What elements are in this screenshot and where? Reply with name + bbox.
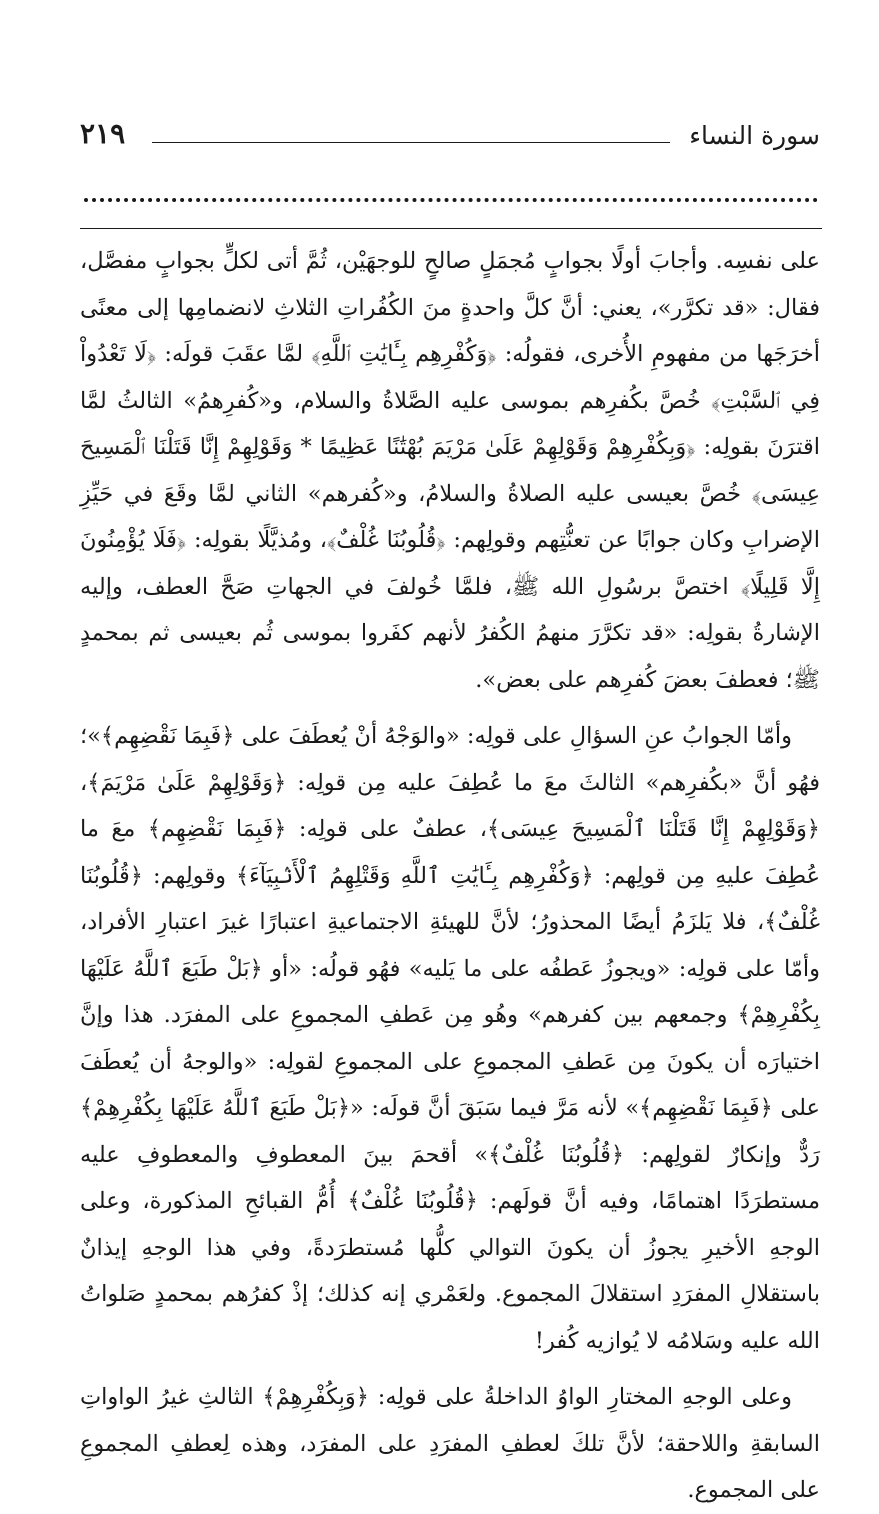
paragraph: وعلى الوجهِ المختارِ الواوُ الداخلةُ على قولِه: ﴿وَبِكُفْرِهِمْ﴾ الثالثِ غيرُ الواواتِ السابقةِ واللاحقة؛ لأنَّ تلكَ لعطفِ المفرَدِ على المفرَد، وهذه لِعطفِ المجموعِ على المجموع. [80, 1384, 820, 1503]
page-body [80, 238, 820, 1514]
page-header [80, 118, 820, 158]
dotted-separator [84, 198, 818, 202]
header-rule [152, 142, 670, 143]
paragraph: وأمّا الجوابُ عنِ السؤالِ على قولِه: «والوَجْهُ أنْ يُعطَفَ على ﴿فَبِمَا نَقْضِهِم﴾»؛ فهُو أنَّ «بكُفرِهم» الثالثَ معَ ما عُطِفَ عليه مِن قولِه: ﴿وَقَوْلِهِمْ عَلَىٰ مَرْيَمَ﴾، ﴿وَقَوْلِهِمْ إِنَّا قَتَلْنَا ٱلْمَسِيحَ عِيسَى﴾، عطفٌ على قولِه: ﴿فَبِمَا نَقْضِهِم﴾ معَ ما عُطِفَ عليهِ مِن قولِهم: ﴿وَكُفْرِهِم بِـَٔايَٰتِ ٱللَّهِ وَقَتْلِهِمُ ٱلْأَنۢبِيَآءَ﴾ وقولِهم: ﴿قُلُوبُنَا غُلْفٌ﴾، فلا يَلزَمُ أيضًا المحذورُ؛ لأنَّ للهيئةِ الاجتماعيةِ اعتبارًا غيرَ اعتبارِ الأفراد، وأمّا على قولِه: «ويجوزُ عَطفُه على ما يَليه» فهُو قولُه: «أو ﴿بَلْ طَبَعَ ٱللَّهُ عَلَيْهَا بِكُفْرِهِمْ﴾ وجمعهم بين كفرهم» وهُو مِن عَطفِ المجموعِ على المفرَد. هذا وإنَّ اختيارَه أن يكونَ مِن عَطفِ المجموعِ على المجموعِ لقولِه: «والوجهُ أن يُعطَفَ على ﴿فَبِمَا نَقْضِهِم﴾» لأنه مَرَّ فيما سَبَقَ أنَّ قولَه: «﴿بَلْ طَبَعَ ٱللَّهُ عَلَيْهَا بِكُفْرِهِمْ﴾ رَدٌّ وإنكارٌ لقولِهم: ﴿قُلُوبُنَا غُلْفٌ﴾» أقحمَ بينَ المعطوفِ والمعطوفِ عليه مستطرَدًا اهتمامًا، وفيه أنَّ قولَهم: ﴿قُلُوبُنَا غُلْفٌ﴾ أُمُّ القبائحِ المذكورة، وعلى الوجهِ الأخيرِ يجوزُ أن يكونَ التوالي كلُّها مُستطرَدةً، وفي هذا الوجهِ إيذانٌ باستقلالِ المفرَدِ استقلالَ المجموع. ولعَمْري إنه كذلك؛ إذْ كفرُهم بمحمدٍ صَلواتُ الله عليه وسَلامُه لا يُوازيه كُفر! [80, 723, 820, 1354]
solid-separator [80, 228, 822, 229]
paragraph: على نفسِه. وأجابَ أولًا بجوابٍ مُجمَلٍ صالحٍ للوجهَيْن، ثُمَّ أتى لكلٍّ بجوابٍ مفصَّل، فقال: «قد تكرَّر»، يعني: أنَّ كلَّ واحدةٍ منَ الكُفُراتِ الثلاثِ لانضمامِها إلى معنًى أخرَجَها من مفهومِ الأُخرى، فقولُه: ﴿وَكُفْرِهِم بِـَٔايَٰتِ ٱللَّهِ﴾ لمَّا عقَبَ قولَه: ﴿لَا تَعْدُواْ فِي ٱلسَّبْتِ﴾ خُصَّ بكُفرِهم بموسى عليه الصَّلاةُ والسلام، و«كُفرِهمُ» الثالثُ لمَّا اقترَنَ بقولِه: ﴿وَبِكُفْرِهِمْ وَقَوْلِهِمْ عَلَىٰ مَرْيَمَ بُهْتَٰنًا عَظِيمًا * وَقَوْلِهِمْ إِنَّا قَتَلْنَا ٱلْمَسِيحَ عِيسَى﴾ خُصَّ بعيسى عليه الصلاةُ والسلامُ، و«كُفرهم» الثاني لمَّا وقَعَ في حَيِّزِ الإضرابِ وكان جوابًا عن تعنُّتِهم وقولِهم: ﴿قُلُوبُنَا غُلْفٌ﴾، ومُذيَّلًا بقولِه: ﴿فَلَا يُؤْمِنُونَ إِلَّا قَلِيلًا﴾ اختصَّ برسُولِ الله ﷺ، فلمَّا خُولفَ في الجهاتِ صَحَّ العطف، وإليه الإشارةُ بقولِه: «قد تكرَّرَ منهمُ الكُفرُ لأنهم كفَروا بموسى ثُم بعيسى ثم بمحمدٍ ﷺ؛ فعطفَ بعضَ كُفرِهم على بعض». [80, 248, 820, 693]
page-number: ٢١٩ [80, 117, 126, 150]
running-title: سورة النساء [689, 121, 820, 150]
